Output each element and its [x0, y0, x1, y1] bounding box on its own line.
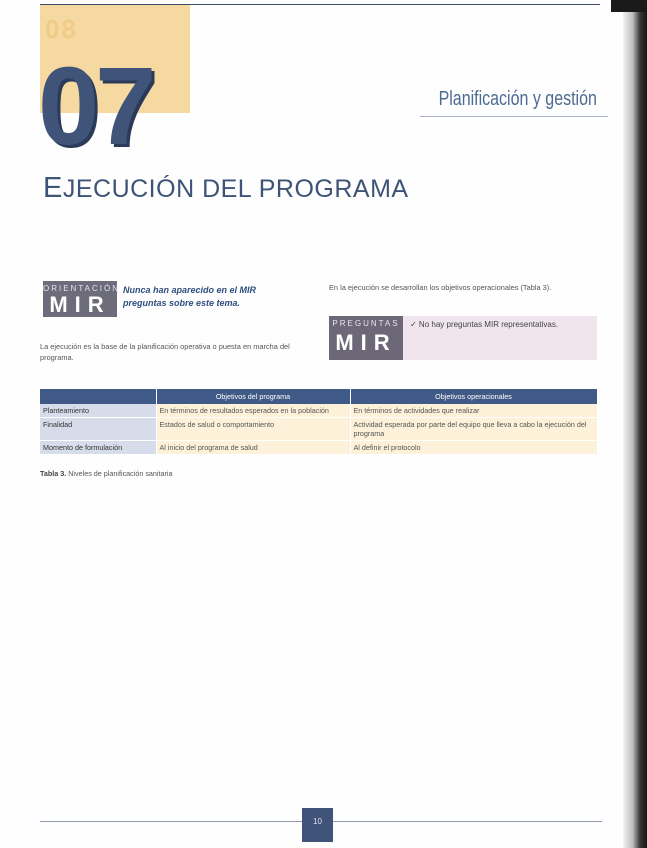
- table-cell: Estados de salud o comportamiento: [156, 418, 350, 441]
- table-cell: Al inicio del programa de salud: [156, 441, 350, 455]
- table-row: [40, 441, 597, 455]
- row-header: Momento de formulación: [40, 441, 156, 455]
- chapter-title-rest: JECUCIÓN DEL PROGRAMA: [62, 175, 409, 203]
- mir-label: MIR: [335, 330, 397, 355]
- table-caption-label: Tabla 3.: [40, 469, 67, 478]
- preguntas-label: PREGUNTAS: [332, 319, 400, 328]
- orientacion-mir-badge: [43, 281, 120, 317]
- orientacion-label: ORIENTACIÓN: [43, 284, 120, 293]
- table-row: [40, 404, 597, 418]
- section-title: Planificación y gestión: [438, 88, 597, 110]
- table-header-blank: [40, 389, 156, 404]
- mir-label: MIR: [49, 292, 111, 317]
- paragraph-right: En la ejecución se desarrollan los objetivos operacionales (Tabla 3).: [329, 283, 552, 292]
- preguntas-mir-badge: [329, 316, 403, 360]
- planning-levels-table: [40, 389, 598, 455]
- row-header: Planteamiento: [40, 404, 156, 418]
- paragraph-left: La ejecución es la base de la planificación operativa o puesta en marcha del programa.: [40, 342, 290, 362]
- table-cell: Actividad esperada por parte del equipo que lleva a cabo la ejecución del programa: [350, 418, 597, 441]
- orientacion-text: Nunca han aparecido en el MIR preguntas sobre este tema.: [123, 285, 257, 308]
- table-cell: Al definir el protocolo: [350, 441, 597, 455]
- table-cell: En términos de resultados esperados en la población: [156, 404, 350, 418]
- table-cell: En términos de actividades que realizar: [350, 404, 597, 418]
- table-row: [40, 418, 597, 441]
- row-header: Finalidad: [40, 418, 156, 441]
- preguntas-text: ✓ No hay preguntas MIR representativas.: [410, 320, 559, 329]
- table-caption-text: Niveles de planificación sanitaria: [68, 469, 173, 478]
- table-header-cell: Objetivos operacionales: [350, 389, 597, 404]
- ghost-chapter-number: 08: [45, 14, 78, 44]
- section-rule: [420, 116, 608, 117]
- page-number: 10: [302, 808, 333, 842]
- book-spine-corner: [611, 0, 647, 12]
- chapter-number: 07: [38, 45, 153, 168]
- book-spine-shadow: [623, 0, 647, 848]
- table-caption: [40, 469, 173, 478]
- chapter-title-initial: E: [43, 172, 63, 204]
- table-header-row: [40, 389, 597, 404]
- table-header-cell: Objetivos del programa: [156, 389, 350, 404]
- chapter-title: [43, 172, 409, 205]
